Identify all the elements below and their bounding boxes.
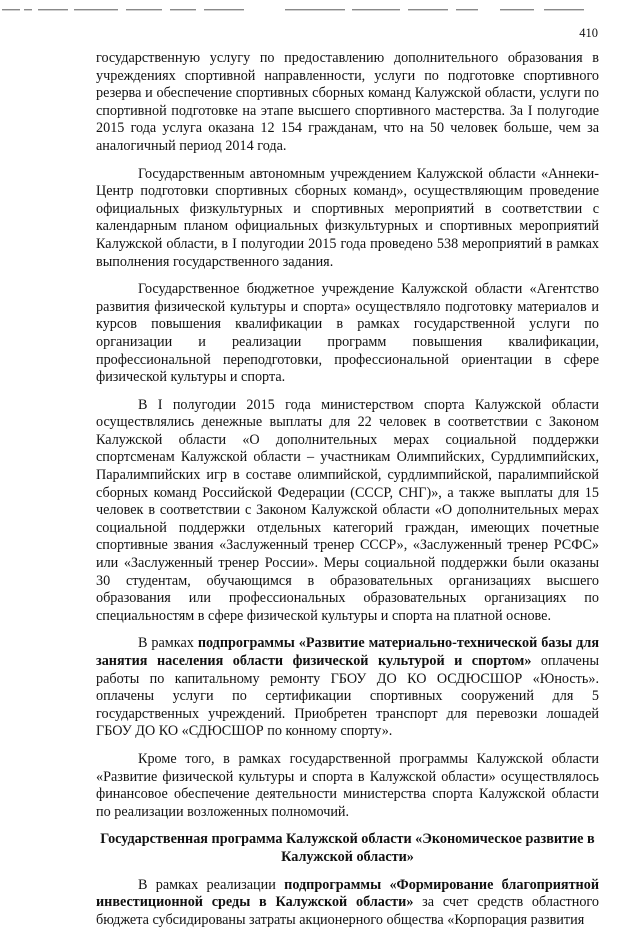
paragraph: В I полугодии 2015 года министерством спорта Калужской области осуществлялись денежные выплаты для 22 человек в соответствии с Законом Калужской области «О дополнительных мерах социальной поддержки спортсменам Калужской области – участникам Олимпийских, Сурдлимпийских, Паралимпийских игр в составе олимпийской, сурдлимпийской, паралимпийской сборных команд Российской Федерации (СССР, СНГ)», а также выплаты для 15 человек в соответствии с Законом Калужской области «О дополнительных мерах социальной поддержки отдельных категорий граждан, имеющих почетные спортивные звания «Заслуженный тренер СССР», «Заслуженный тренер РСФС» или «Заслуженный тренер России». Меры социальной поддержки были оказаны 30 студентам, обучающимся в образовательных организациях высшего образования или профессиональных образовательных организациях по специальностям в сфере физической культуры и спорта на платной основе. bbox=[96, 396, 599, 624]
section-heading: Государственная программа Калужской области «Экономическое развитие в Калужской области» bbox=[100, 831, 595, 865]
subprogram-title: подпрограммы «Развитие материально-технической базы для занятия населения области физической культурой и спортом» bbox=[96, 635, 599, 669]
subprogram-title: подпрограммы «Формирование благоприятной инвестиционной среды в Калужской области» bbox=[96, 876, 599, 911]
paragraph-text: В рамках bbox=[138, 635, 198, 652]
paragraph: Кроме того, в рамках государственной программы Калужской области «Развитие физической культуры и спорта в Калужской области» осуществлялось финансовое обеспечение деятельности министерства спорта Калужской области по реализации возложенных полномочий. bbox=[96, 750, 599, 820]
paragraph-text: оплачены работы по капитальному ремонту ГБОУ ДО КО ОСДЮСШОР «Юность». оплачены услуги по сертификации спортивных сооружений для 5 государственных учреждений. Приобретен транспорт для перевозки лошадей ГБОУ ДО КО «СДЮСШОР по конному спорту». bbox=[96, 653, 599, 740]
scan-header-artifacts bbox=[0, 6, 640, 16]
paragraph bbox=[96, 877, 599, 930]
paragraph bbox=[96, 635, 599, 741]
paragraph: Государственным автономным учреждением Калужской области «Аннеки-Центр подготовки спортивных сборных команд», осуществляющим проведение официальных физкультурных и спортивных мероприятий в соответствии с календарным планом официальных физкультурных и спортивных мероприятий Калужской области, в I полугодии 2015 года проведено 538 мероприятий в рамках выполнения государственного задания. bbox=[96, 165, 599, 270]
paragraph-text: В рамках реализации bbox=[138, 876, 285, 893]
paragraph: Государственное бюджетное учреждение Калужской области «Агентство развития физической культуры и спорта» осуществляло подготовку материалов и курсов повышения квалификации в рамках государственной услуги по организации и реализации программ повышения квалификации, профессиональной переподготовки, профессиональной ориентации в сфере физической культуры и спорта. bbox=[96, 281, 599, 386]
document-body bbox=[96, 50, 599, 939]
page-number: 410 bbox=[579, 26, 598, 40]
paragraph: государственную услугу по предоставлению дополнительного образования в учреждениях спортивной направленности, услуги по подготовке спортивного резерва и обеспечение спортивных сборных команд Калужской области, услуги по спортивной подготовке на этапе высшего спортивного мастерства. За I полугодие 2015 года услуга оказана 12 154 гражданам, что на 50 человек больше, чем за аналогичный период 2014 года. bbox=[96, 50, 599, 154]
paragraph-text: за счет средств областного бюджета субсидированы затраты акционерного общества «Корпорация развития bbox=[96, 894, 599, 928]
